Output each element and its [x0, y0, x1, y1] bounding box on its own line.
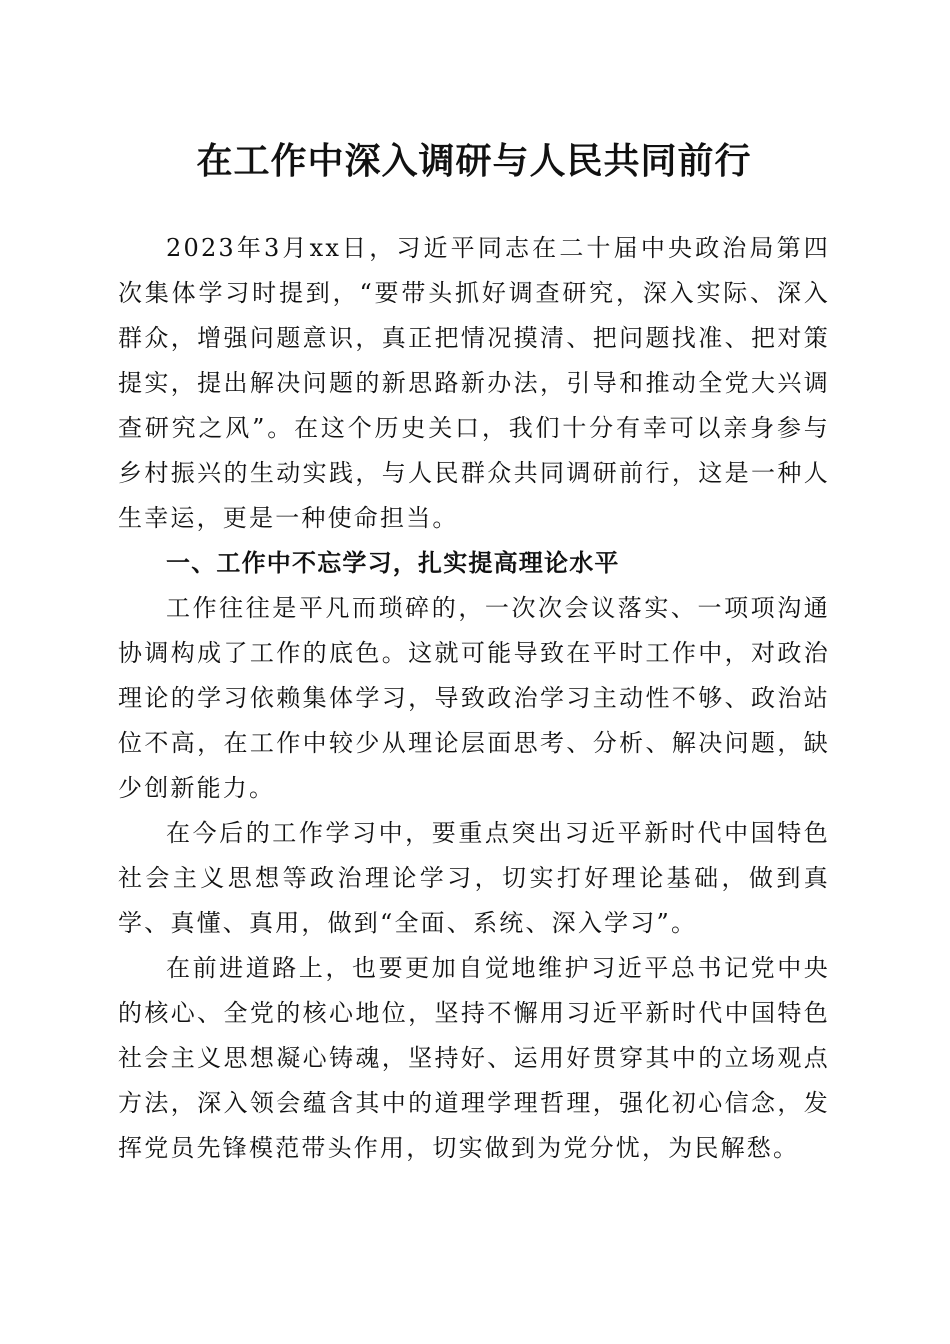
- section1-paragraph-2: 在今后的工作学习中，要重点突出习近平新时代中国特色社会主义思想等政治理论学习，切实打好理论基础，做到真学、真懂、真用，做到“全面、系统、深入学习”。: [118, 819, 830, 937]
- section1-paragraph-1: 工作往往是平凡而琐碎的，一次次会议落实、一项项沟通协调构成了工作的底色。这就可能导致在平时工作中，对政治理论的学习依赖集体学习，导致政治学习主动性不够、政治站位不高，在工作中较少从理论层面思考、分析、解决问题，缺少创新能力。: [118, 594, 830, 802]
- document-body: [118, 226, 830, 1171]
- intro-paragraph: 2023年3月xx日，习近平同志在二十届中央政治局第四次集体学习时提到，“要带头抓好调查研究，深入实际、深入群众，增强问题意识，真正把情况摸清、把问题找准、把对策提实，提出解决问题的新思路新办法，引导和推动全党大兴调查研究之风”。在这个历史关口，我们十分有幸可以亲身参与乡村振兴的生动实践，与人民群众共同调研前行，这是一种人生幸运，更是一种使命担当。: [118, 234, 830, 532]
- section-heading-1: 一、工作中不忘学习，扎实提高理论水平: [166, 549, 620, 577]
- section1-paragraph-3: 在前进道路上，也要更加自觉地维护习近平总书记党中央的核心、全党的核心地位，坚持不懈用习近平新时代中国特色社会主义思想凝心铸魂，坚持好、运用好贯穿其中的立场观点方法，深入领会蕴含其中的道理学理哲理，强化初心信念，发挥党员先锋模范带头作用，切实做到为党分忧，为民解愁。: [118, 954, 830, 1162]
- document-page: [118, 0, 830, 1171]
- document-title: 在工作中深入调研与人民共同前行: [196, 140, 752, 182]
